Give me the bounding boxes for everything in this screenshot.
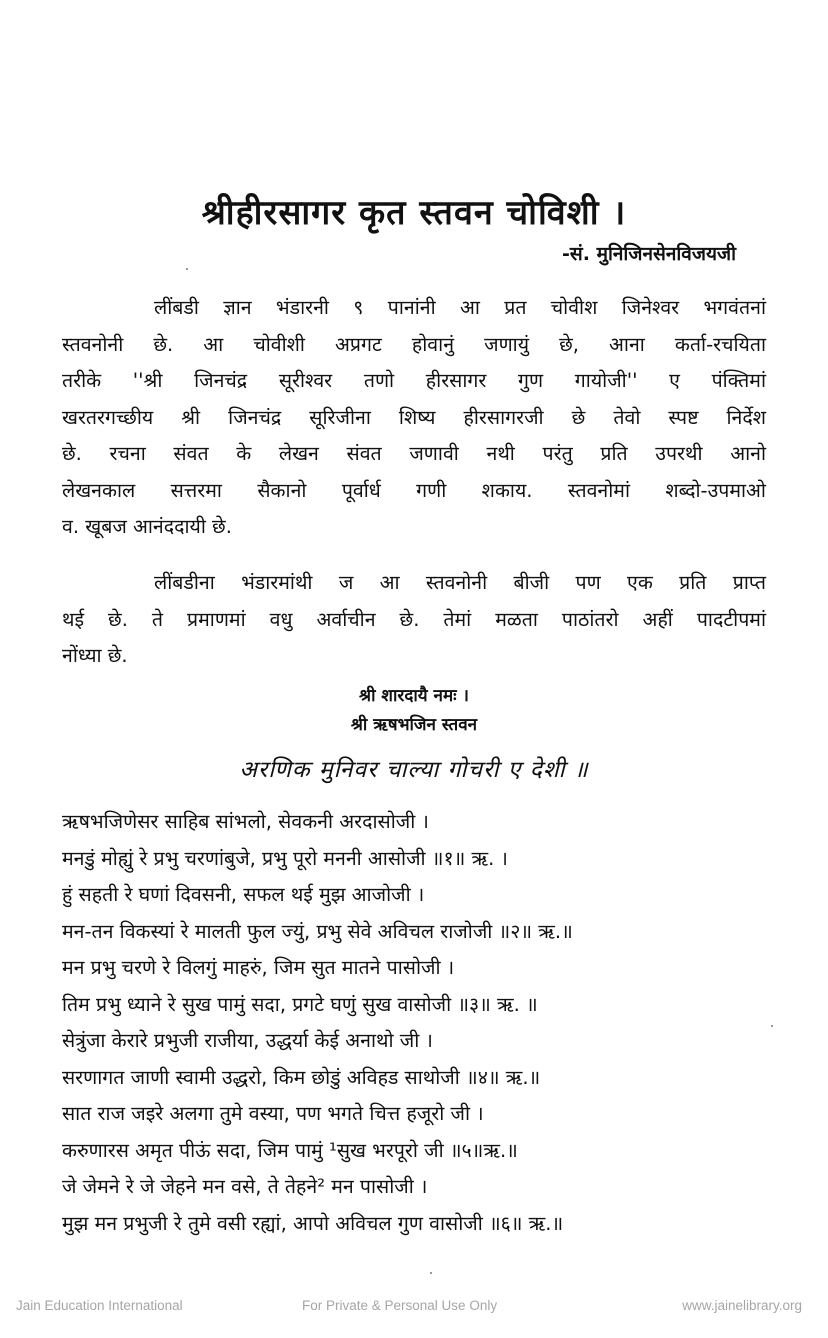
text-line: स्तवनोनी छे. आ चोवीशी अप्रगट होवानुं जणायुं छे, आना कर्ता-रचयिता — [62, 332, 766, 356]
verse-line: ऋषभजिणेसर साहिब सांभलो, सेवकनी अरदासोजी । — [62, 810, 429, 833]
verse-line: मन प्रभु चरणे रे विलगुं माहरुं, जिम सुत मातने पासोजी । — [62, 956, 455, 979]
verse-line: मनडुं मोह्युं रे प्रभु चरणांबुजे, प्रभु पूरो मननी आसोजी ॥१॥ ऋ. । — [62, 846, 508, 870]
text-line: छे. रचना संवत के लेखन संवत जणावी नथी परंतु प्रति उपरथी आनो — [62, 442, 766, 465]
text-line: लींबडी ज्ञान भंडारनी ९ पानांनी आ प्रत चोवीश जिनेश्वर भगवंतनां — [154, 296, 766, 319]
intro-paragraph-2 — [62, 565, 766, 675]
text-line: तरीके ''श्री जिनचंद्र सूरीश्वर तणो हीरसागर गुण गायोजी'' ए पंक्तिमां — [62, 369, 766, 392]
scan-speck — [771, 1025, 773, 1027]
verse-line: तिम प्रभु ध्याने रे सुख पामुं सदा, प्रगटे घणुं सुख वासोजी ॥३॥ ऋ. ॥ — [62, 992, 538, 1016]
verse-line: जे जेमने रे जे जेहने मन वसे, ते तेहने² मन पासोजी । — [62, 1175, 428, 1198]
verse-line: हुं सहती रे घणां दिवसनी, सफल थई मुझ आजोजी । — [62, 883, 425, 906]
page-title: श्रीहीरसागर कृत स्तवन चोविशी । — [201, 193, 627, 233]
verse-line: मन-तन विकस्यां रे मालती फुल ज्युं, प्रभु सेवे अविचल राजोजी ॥२॥ ऋ.॥ — [62, 919, 573, 943]
footer — [0, 1298, 828, 1318]
verse-line: सात राज जइरे अलगा तुमे वस्या, पण भगते चित्त हजूरो जी । — [62, 1102, 484, 1125]
verse-block — [62, 804, 772, 1242]
stavan-title: श्री ऋषभजिन स्तवन — [350, 715, 478, 735]
text-line: व. खूबज आनंददायी छे. — [62, 515, 232, 538]
scan-speck — [186, 268, 188, 270]
footer-website-link[interactable]: www.jainelibrary.org — [682, 1298, 802, 1313]
footer-publisher: Jain Education International — [16, 1298, 183, 1313]
footer-usage-note: For Private & Personal Use Only — [302, 1298, 498, 1313]
scan-speck — [430, 1272, 432, 1274]
text-line: खरतरगच्छीय श्री जिनचंद्र सूरिजीना शिष्य हीरसागरजी छे तेवो स्पष्ट निर्देश — [62, 405, 766, 429]
text-line: लेखनकाल सत्तरमा सैकानो पूर्वार्ध गणी शकाय. स्तवनोमां शब्दो-उपमाओ — [62, 478, 766, 502]
verse-line: सेत्रुंजा केरारे प्रभुजी राजीया, उद्धर्या केई अनाथो जी । — [62, 1029, 433, 1052]
verse-line: मुझ मन प्रभुजी रे तुमे वसी रह्यां, आपो अविचल गुण वासोजी ॥६॥ ऋ.॥ — [62, 1211, 564, 1235]
invocation: श्री शारदायै नमः । — [359, 686, 469, 706]
verse-line: करुणारस अमृत पीऊं सदा, जिम पामुं ¹सुख भरपूरो जी ॥५॥ऋ.॥ — [62, 1138, 518, 1162]
verse-line: सरणागत जाणी स्वामी उद्धरो, किम छोडुं अविहड साथोजी ॥४॥ ऋ.॥ — [62, 1065, 541, 1089]
editor-credit: -सं. मुनिजिनसेनविजयजी — [562, 243, 736, 265]
desi-tune-line: अरणिक मुनिवर चाल्या गोचरी ए देशी ॥ — [239, 757, 589, 783]
text-line: लींबडीना भंडारमांथी ज आ स्तवनोनी बीजी पण एक प्रति प्राप्त — [154, 571, 766, 594]
text-line: थई छे. ते प्रमाणमां वधु अर्वाचीन छे. तेमां मळता पाठांतरो अहीं पादटीपमां — [62, 607, 766, 631]
intro-paragraph-1 — [62, 290, 766, 546]
text-line: नोंध्या छे. — [62, 644, 128, 667]
